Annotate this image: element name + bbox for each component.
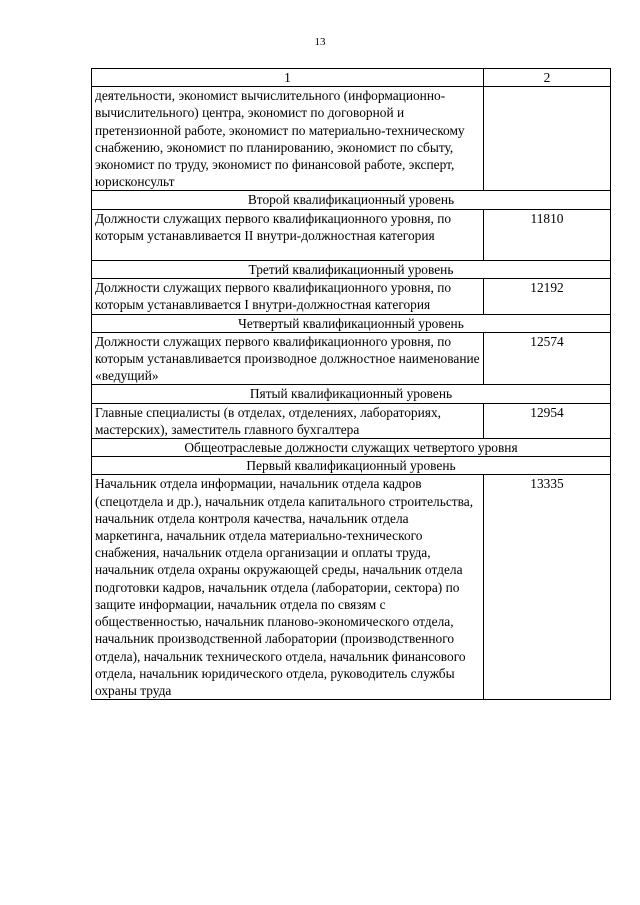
table-row [92,209,611,260]
page-number: 13 [314,36,326,48]
qualification-level-row [92,457,611,475]
salary-table [91,68,611,700]
column-header-2: 2 [484,69,611,87]
column-header-1: 1 [92,69,484,87]
qualification-level-title: Четвертый квалификационный уровень [92,314,611,332]
position-description: Должности служащих первого квалификационного уровня, по которым устанавливается производное должностное наименование «ведущий» [92,332,484,385]
qualification-level-row [92,385,611,403]
qualification-level-row [92,314,611,332]
group-title: Общеотраслевые должности служащих четвертого уровня [92,439,611,457]
table-header-row [92,69,611,87]
salary-value: 12574 [484,332,611,385]
salary-value: 12192 [484,279,611,314]
qualification-level-row [92,191,611,209]
qualification-level-title: Второй квалификационный уровень [92,191,611,209]
table-row [92,279,611,314]
table-row [92,332,611,385]
position-description: Начальник отдела информации, начальник отдела кадров (спецотдела и др.), начальник отдела капитального строительства, начальник отдела контроля качества, начальник отдела маркетинга, начальник отдела материально-технического снабжения, начальник отдела организации и оплаты труда, начальник отдела охраны окружающей среды, начальник отдела подготовки кадров, начальник отдела (лаборатории, сектора) по защите информации, начальник отдела по связям с общественностью, начальник планово-экономического отдела, начальник производственной лаборатории (производственного отдела), начальник технического отдела, начальник финансового отдела, начальник юридического отдела, руководитель службы охраны труда [92,475,484,700]
position-description: Главные специалисты (в отделах, отделениях, лабораториях, мастерских), заместитель главного бухгалтера [92,403,484,438]
position-list-continuation: деятельности, экономист вычислительного (информационно-вычислительного) центра, экономист по договорной и претензионной работе, экономист по материально-техническому снабжению, экономист по планированию, экономист по сбыту, экономист по труду, экономист по финансовой работе, эксперт, юрисконсульт [92,87,484,191]
qualification-level-title: Третий квалификационный уровень [92,261,611,279]
table-row [92,475,611,700]
salary-value: 13335 [484,475,611,700]
salary-value: 12954 [484,403,611,438]
group-title-row [92,439,611,457]
salary-value [484,87,611,191]
position-description: Должности служащих первого квалификационного уровня, по которым устанавливается I внутри-должностная категория [92,279,484,314]
qualification-level-title: Первый квалификационный уровень [92,457,611,475]
position-description: Должности служащих первого квалификационного уровня, по которым устанавливается II внутри-должностная категория [92,209,484,260]
qualification-level-row [92,261,611,279]
qualification-level-title: Пятый квалификационный уровень [92,385,611,403]
salary-value: 11810 [484,209,611,260]
table-row [92,87,611,191]
table-row [92,403,611,438]
